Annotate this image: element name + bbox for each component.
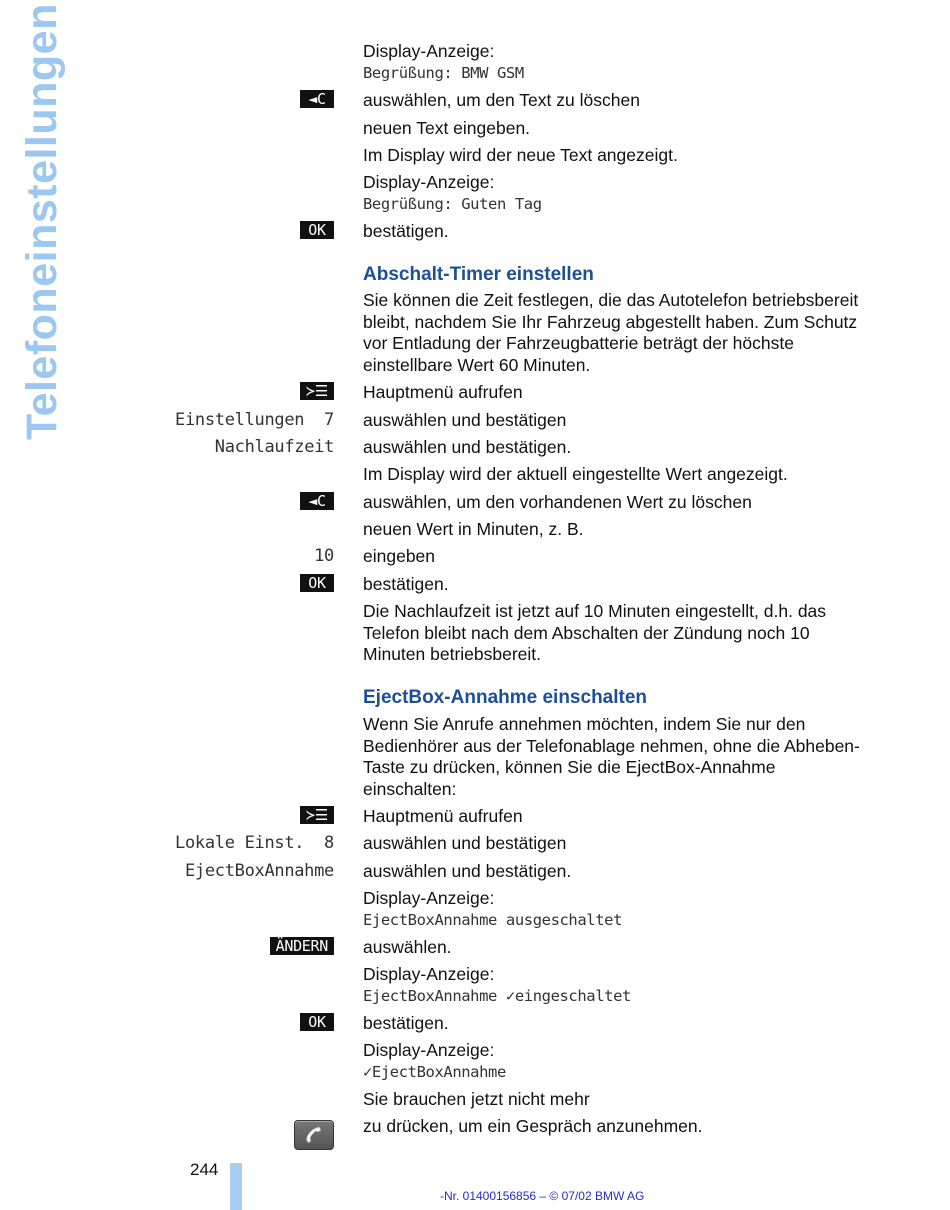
lcd-menu-entry: EjectBoxAnnahme (184, 861, 334, 881)
step-text: auswählen und bestätigen (363, 410, 567, 430)
result-paragraph: Die Nachlaufzeit ist jetzt auf 10 Minuten eingestellt, d.h. das Telefon bleibt nach dem Abschalten der Zündung noch 10 Minuten betriebsbereit. (363, 601, 827, 664)
lcd-text: Begrüßung: Guten Tag (363, 194, 542, 213)
step-text: eingeben (363, 546, 436, 566)
display-label: Display-Anzeige: (363, 41, 495, 61)
lcd-text: EjectBoxAnnahme ausgeschaltet (363, 910, 623, 929)
step-text: Sie brauchen jetzt nicht mehr (363, 1089, 590, 1109)
menu-key: ≻☰ (300, 806, 334, 824)
step-text: auswählen und bestätigen (363, 833, 567, 853)
clear-key: ◄C (300, 492, 334, 510)
lcd-text: ✓EjectBoxAnnahme (363, 1062, 506, 1081)
step-text: Hauptmenü aufrufen (363, 806, 523, 826)
section-heading: Abschalt-Timer einstellen (363, 264, 594, 285)
step-text: neuen Wert in Minuten, z. B. (363, 519, 584, 539)
ok-key: OK (300, 574, 334, 592)
ok-key: OK (300, 221, 334, 239)
intro-paragraph: Wenn Sie Anrufe annehmen möchten, indem Sie nur den Bedienhörer aus der Telefonablage nehmen, ohne die Abheben-Taste zu drücken, können Sie die EjectBox-Annahme einschalten: (363, 714, 860, 799)
step-text: auswählen, um den Text zu löschen (363, 90, 640, 110)
lcd-value: 10 (314, 546, 334, 566)
ok-key: OK (300, 1013, 334, 1031)
lcd-text: EjectBoxAnnahme ✓eingeschaltet (363, 986, 631, 1005)
display-label: Display-Anzeige: (363, 1040, 495, 1060)
step-text: Im Display wird der neue Text angezeigt. (363, 145, 678, 165)
display-label: Display-Anzeige: (363, 964, 495, 984)
display-label: Display-Anzeige: (363, 888, 495, 908)
page-marker-bar (230, 1163, 242, 1210)
lcd-menu-entry: Lokale Einst. 8 (175, 833, 334, 853)
lcd-menu-entry: Nachlaufzeit (214, 437, 334, 457)
step-text: auswählen, um den vorhandenen Wert zu löschen (363, 492, 752, 512)
step-text: neuen Text eingeben. (363, 118, 531, 138)
step-text: Im Display wird der aktuell eingestellte Wert angezeigt. (363, 464, 788, 484)
phone-handset-icon (294, 1120, 334, 1150)
display-label: Display-Anzeige: (363, 172, 495, 192)
step-text: zu drücken, um ein Gespräch anzunehmen. (363, 1116, 703, 1136)
step-text: auswählen. (363, 937, 452, 957)
step-text: bestätigen. (363, 1013, 449, 1033)
step-text: bestätigen. (363, 221, 449, 241)
intro-paragraph: Sie können die Zeit festlegen, die das Autotelefon betriebsbereit bleibt, nachdem Sie Ihr Fahrzeug abgestellt haben. Zum Schutz vor Entladung der Fahrzeugbatterie beträgt der höchste einstellbare Wert 60 Minuten. (363, 290, 859, 375)
lcd-menu-entry: Einstellungen 7 (175, 410, 334, 430)
step-text: auswählen und bestätigen. (363, 861, 572, 881)
step-text: auswählen und bestätigen. (363, 437, 572, 457)
footer-copyright: -Nr. 01400156856 – © 07/02 BMW AG (440, 1189, 645, 1203)
step-text: bestätigen. (363, 574, 449, 594)
aendern-key: ÄNDERN (270, 937, 334, 955)
menu-key: ≻☰ (300, 382, 334, 400)
chapter-side-title: Telefoneinstellungen (18, 3, 66, 440)
step-text: Hauptmenü aufrufen (363, 382, 523, 402)
lcd-text: Begrüßung: BMW GSM (363, 63, 524, 82)
page-number: 244 (190, 1160, 219, 1179)
clear-key: ◄C (300, 90, 334, 108)
section-heading: EjectBox-Annahme einschalten (363, 687, 648, 708)
